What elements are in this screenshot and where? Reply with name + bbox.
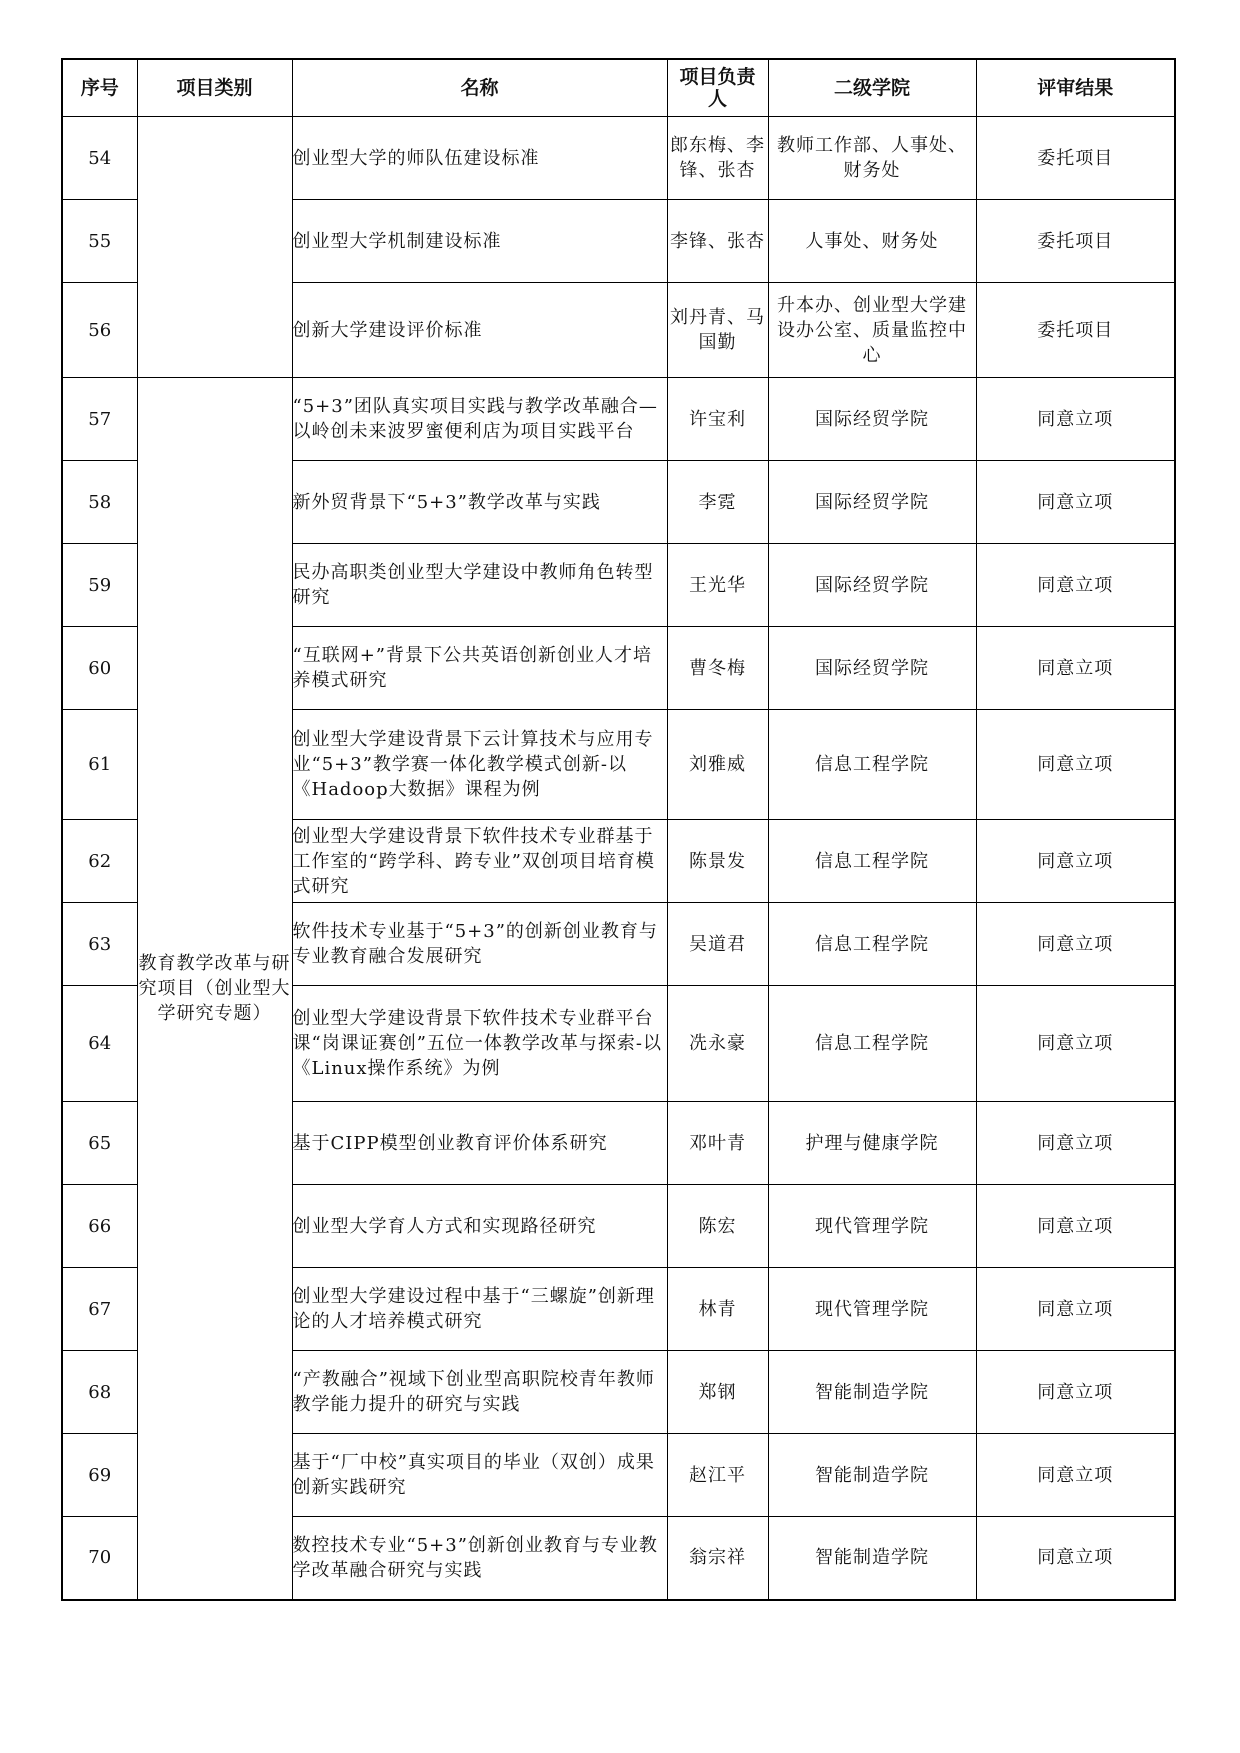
row-name: 软件技术专业基于“5+3”的创新创业教育与专业教育融合发展研究	[292, 903, 667, 986]
row-leader: 陈宏	[667, 1185, 768, 1268]
row-name: “5+3”团队真实项目实践与教学改革融合—以岭创未来波罗蜜便利店为项目实践平台	[292, 378, 667, 461]
row-seq: 60	[62, 627, 137, 710]
row-result: 同意立项	[976, 1434, 1175, 1517]
row-name: 基于“厂中校”真实项目的毕业（双创）成果创新实践研究	[292, 1434, 667, 1517]
category-group-cell: 教育教学改革与研究项目（创业型大学研究专题）	[137, 378, 292, 1600]
row-name: 创业型大学建设背景下软件技术专业群基于工作室的“跨学科、跨专业”双创项目培育模式研究	[292, 820, 667, 903]
row-seq: 67	[62, 1268, 137, 1351]
row-college: 信息工程学院	[768, 820, 976, 903]
row-name: 基于CIPP模型创业教育评价体系研究	[292, 1102, 667, 1185]
row-result: 同意立项	[976, 461, 1175, 544]
row-college: 信息工程学院	[768, 986, 976, 1102]
row-name: 创业型大学建设背景下软件技术专业群平台课“岗课证赛创”五位一体教学改革与探索-以《Linux操作系统》为例	[292, 986, 667, 1102]
table-row	[62, 117, 1175, 200]
projects-table	[61, 58, 1176, 1601]
header-seq: 序号	[62, 59, 137, 117]
row-seq: 64	[62, 986, 137, 1102]
row-college: 国际经贸学院	[768, 378, 976, 461]
row-result: 同意立项	[976, 378, 1175, 461]
row-college: 护理与健康学院	[768, 1102, 976, 1185]
header-name: 名称	[292, 59, 667, 117]
row-result: 同意立项	[976, 820, 1175, 903]
row-name: 数控技术专业“5+3”创新创业教育与专业教学改革融合研究与实践	[292, 1517, 667, 1600]
row-name: 创业型大学机制建设标准	[292, 200, 667, 283]
row-college: 现代管理学院	[768, 1268, 976, 1351]
row-result: 同意立项	[976, 903, 1175, 986]
row-result: 委托项目	[976, 117, 1175, 200]
row-college: 国际经贸学院	[768, 461, 976, 544]
row-name: 创业型大学育人方式和实现路径研究	[292, 1185, 667, 1268]
row-seq: 56	[62, 283, 137, 378]
row-result: 委托项目	[976, 200, 1175, 283]
row-college: 智能制造学院	[768, 1351, 976, 1434]
header-row	[62, 59, 1175, 117]
row-leader: 吴道君	[667, 903, 768, 986]
row-leader: 冼永豪	[667, 986, 768, 1102]
row-seq: 58	[62, 461, 137, 544]
row-leader: 邓叶青	[667, 1102, 768, 1185]
row-leader: 赵江平	[667, 1434, 768, 1517]
row-college: 国际经贸学院	[768, 627, 976, 710]
row-leader: 翁宗祥	[667, 1517, 768, 1600]
row-seq: 57	[62, 378, 137, 461]
row-college: 信息工程学院	[768, 903, 976, 986]
row-leader: 郑钢	[667, 1351, 768, 1434]
row-result: 同意立项	[976, 1351, 1175, 1434]
row-name: 创新大学建设评价标准	[292, 283, 667, 378]
row-leader: 陈景发	[667, 820, 768, 903]
header-leader: 项目负责人	[667, 59, 768, 117]
row-college: 升本办、创业型大学建设办公室、质量监控中心	[768, 283, 976, 378]
row-college: 现代管理学院	[768, 1185, 976, 1268]
row-result: 同意立项	[976, 627, 1175, 710]
row-result: 同意立项	[976, 710, 1175, 820]
row-leader: 刘丹青、马国勤	[667, 283, 768, 378]
row-seq: 59	[62, 544, 137, 627]
row-seq: 55	[62, 200, 137, 283]
row-seq: 54	[62, 117, 137, 200]
row-college: 教师工作部、人事处、财务处	[768, 117, 976, 200]
row-leader: 林青	[667, 1268, 768, 1351]
row-college: 智能制造学院	[768, 1434, 976, 1517]
row-seq: 61	[62, 710, 137, 820]
row-name: “产教融合”视域下创业型高职院校青年教师教学能力提升的研究与实践	[292, 1351, 667, 1434]
row-result: 委托项目	[976, 283, 1175, 378]
row-result: 同意立项	[976, 1268, 1175, 1351]
row-seq: 65	[62, 1102, 137, 1185]
row-result: 同意立项	[976, 986, 1175, 1102]
row-seq: 66	[62, 1185, 137, 1268]
row-name: 创业型大学建设背景下云计算技术与应用专业“5+3”教学赛一体化教学模式创新-以《Hadoop大数据》课程为例	[292, 710, 667, 820]
row-college: 信息工程学院	[768, 710, 976, 820]
row-name: “互联网+”背景下公共英语创新创业人才培养模式研究	[292, 627, 667, 710]
row-leader: 曹冬梅	[667, 627, 768, 710]
row-seq: 63	[62, 903, 137, 986]
row-seq: 62	[62, 820, 137, 903]
row-name: 创业型大学建设过程中基于“三螺旋”创新理论的人才培养模式研究	[292, 1268, 667, 1351]
row-college: 智能制造学院	[768, 1517, 976, 1600]
header-result: 评审结果	[976, 59, 1175, 117]
row-category-empty	[137, 117, 292, 378]
row-result: 同意立项	[976, 1185, 1175, 1268]
row-leader: 刘雅威	[667, 710, 768, 820]
row-result: 同意立项	[976, 1517, 1175, 1600]
row-leader: 郎东梅、李锋、张杏	[667, 117, 768, 200]
row-name: 民办高职类创业型大学建设中教师角色转型研究	[292, 544, 667, 627]
row-leader: 李锋、张杏	[667, 200, 768, 283]
header-category: 项目类别	[137, 59, 292, 117]
table-row	[62, 378, 1175, 461]
row-leader: 许宝利	[667, 378, 768, 461]
row-leader: 王光华	[667, 544, 768, 627]
header-college: 二级学院	[768, 59, 976, 117]
row-college: 人事处、财务处	[768, 200, 976, 283]
row-result: 同意立项	[976, 1102, 1175, 1185]
row-result: 同意立项	[976, 544, 1175, 627]
row-seq: 69	[62, 1434, 137, 1517]
row-seq: 70	[62, 1517, 137, 1600]
row-leader: 李霓	[667, 461, 768, 544]
row-name: 新外贸背景下“5+3”教学改革与实践	[292, 461, 667, 544]
row-name: 创业型大学的师队伍建设标准	[292, 117, 667, 200]
row-seq: 68	[62, 1351, 137, 1434]
row-college: 国际经贸学院	[768, 544, 976, 627]
